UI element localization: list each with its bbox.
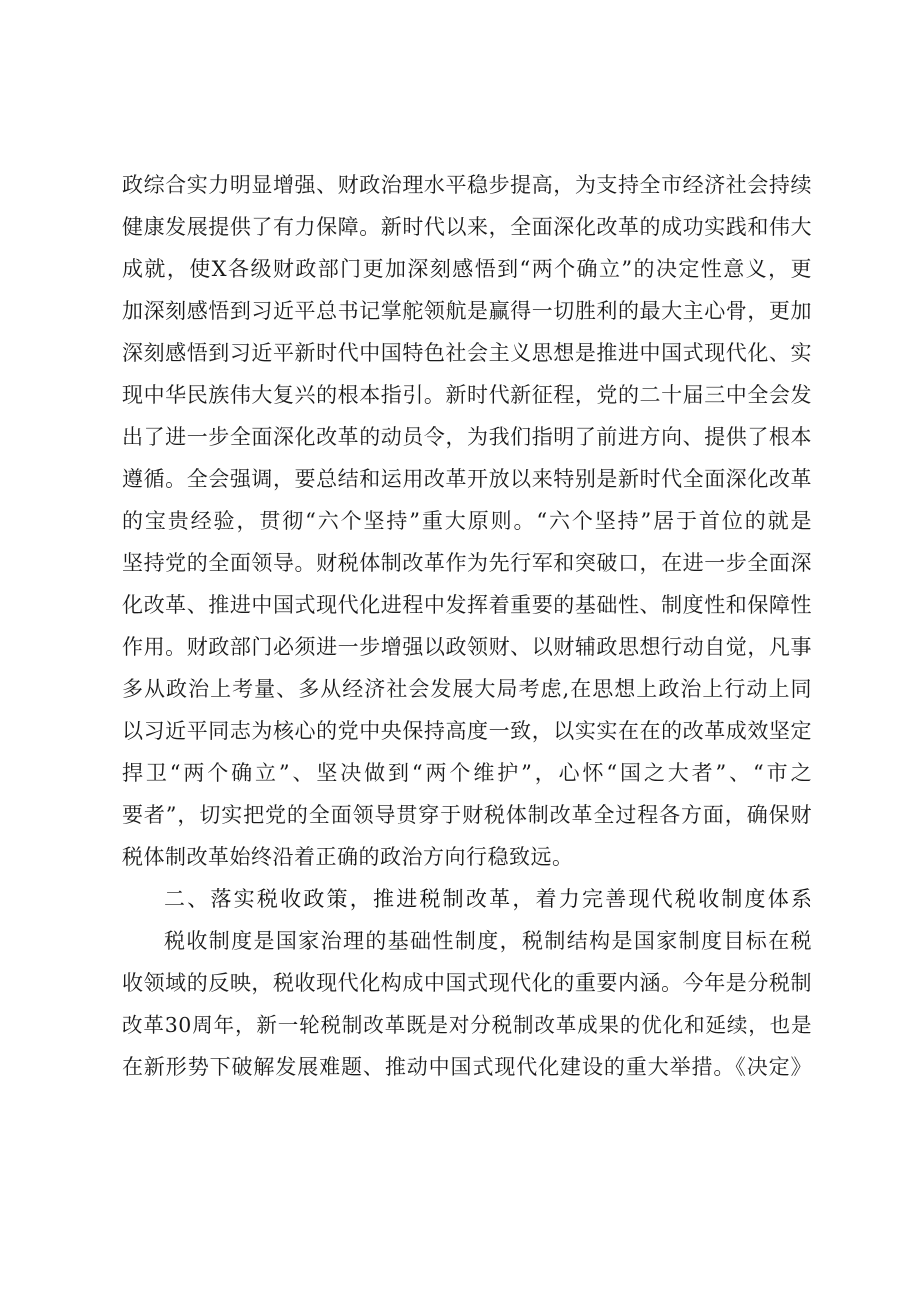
paragraph-2 [122,920,812,1088]
text-line: 改革30周年，新一轮税制改革既是对分税制改革成果的优化和延续，也是 [122,1013,812,1037]
text-line: 要者”，切实把党的全面领导贯穿于财税体制改革全过程各方面，确保财 [122,803,812,827]
text-line: 的宝贵经验，贯彻“六个坚持”重大原则。“六个坚持”居于首位的就是 [122,509,812,533]
text-line: 作用。财政部门必须进一步增强以政领财、以财辅政思想行动自觉，凡事 [122,635,812,659]
section-heading: 二、落实税收政策，推进税制改革，着力完善现代税收制度体系 [164,887,812,911]
text-line: 税收制度是国家治理的基础性制度，税制结构是国家制度目标在税 [164,929,812,953]
text-line: 深刻感悟到习近平新时代中国特色社会主义思想是推进中国式现代化、实 [122,341,812,365]
text-line: 在新形势下破解发展难题、推动中国式现代化建设的重大举措。《决定》 [122,1055,812,1079]
text-line: 捍卫“两个确立”、坚决做到“两个维护”，心怀“国之大者”、“市之 [122,761,812,785]
text-line: 税体制改革始终沿着正确的政治方向行稳致远。 [122,845,574,869]
text-line: 以习近平同志为核心的党中央保持高度一致，以实实在在的改革成效坚定 [122,719,812,743]
document-body [122,164,812,1088]
text-line: 加深刻感悟到习近平总书记掌舵领航是赢得一切胜利的最大主心骨，更加 [122,299,812,323]
text-line: 出了进一步全面深化改革的动员令，为我们指明了前进方向、提供了根本 [122,425,812,449]
text-line: 坚持党的全面领导。财税体制改革作为先行军和突破口，在进一步全面深 [122,551,812,575]
text-line: 收领域的反映，税收现代化构成中国式现代化的重要内涵。今年是分税制 [122,971,812,995]
text-line: 多从政治上考量、多从经济社会发展大局考虑,在思想上政治上行动上同 [122,677,812,701]
text-line: 政综合实力明显增强、财政治理水平稳步提高，为支持全市经济社会持续 [122,173,812,197]
text-line: 化改革、推进中国式现代化进程中发挥着重要的基础性、制度性和保障性 [122,593,812,617]
text-line: 成就，使X各级财政部门更加深刻感悟到“两个确立”的决定性意义，更 [122,257,812,281]
text-line: 遵循。全会强调，要总结和运用改革开放以来特别是新时代全面深化改革 [122,467,812,491]
text-line: 健康发展提供了有力保障。新时代以来，全面深化改革的成功实践和伟大 [122,215,812,239]
paragraph-1 [122,164,812,878]
text-line: 现中华民族伟大复兴的根本指引。新时代新征程，党的二十届三中全会发 [122,383,812,407]
